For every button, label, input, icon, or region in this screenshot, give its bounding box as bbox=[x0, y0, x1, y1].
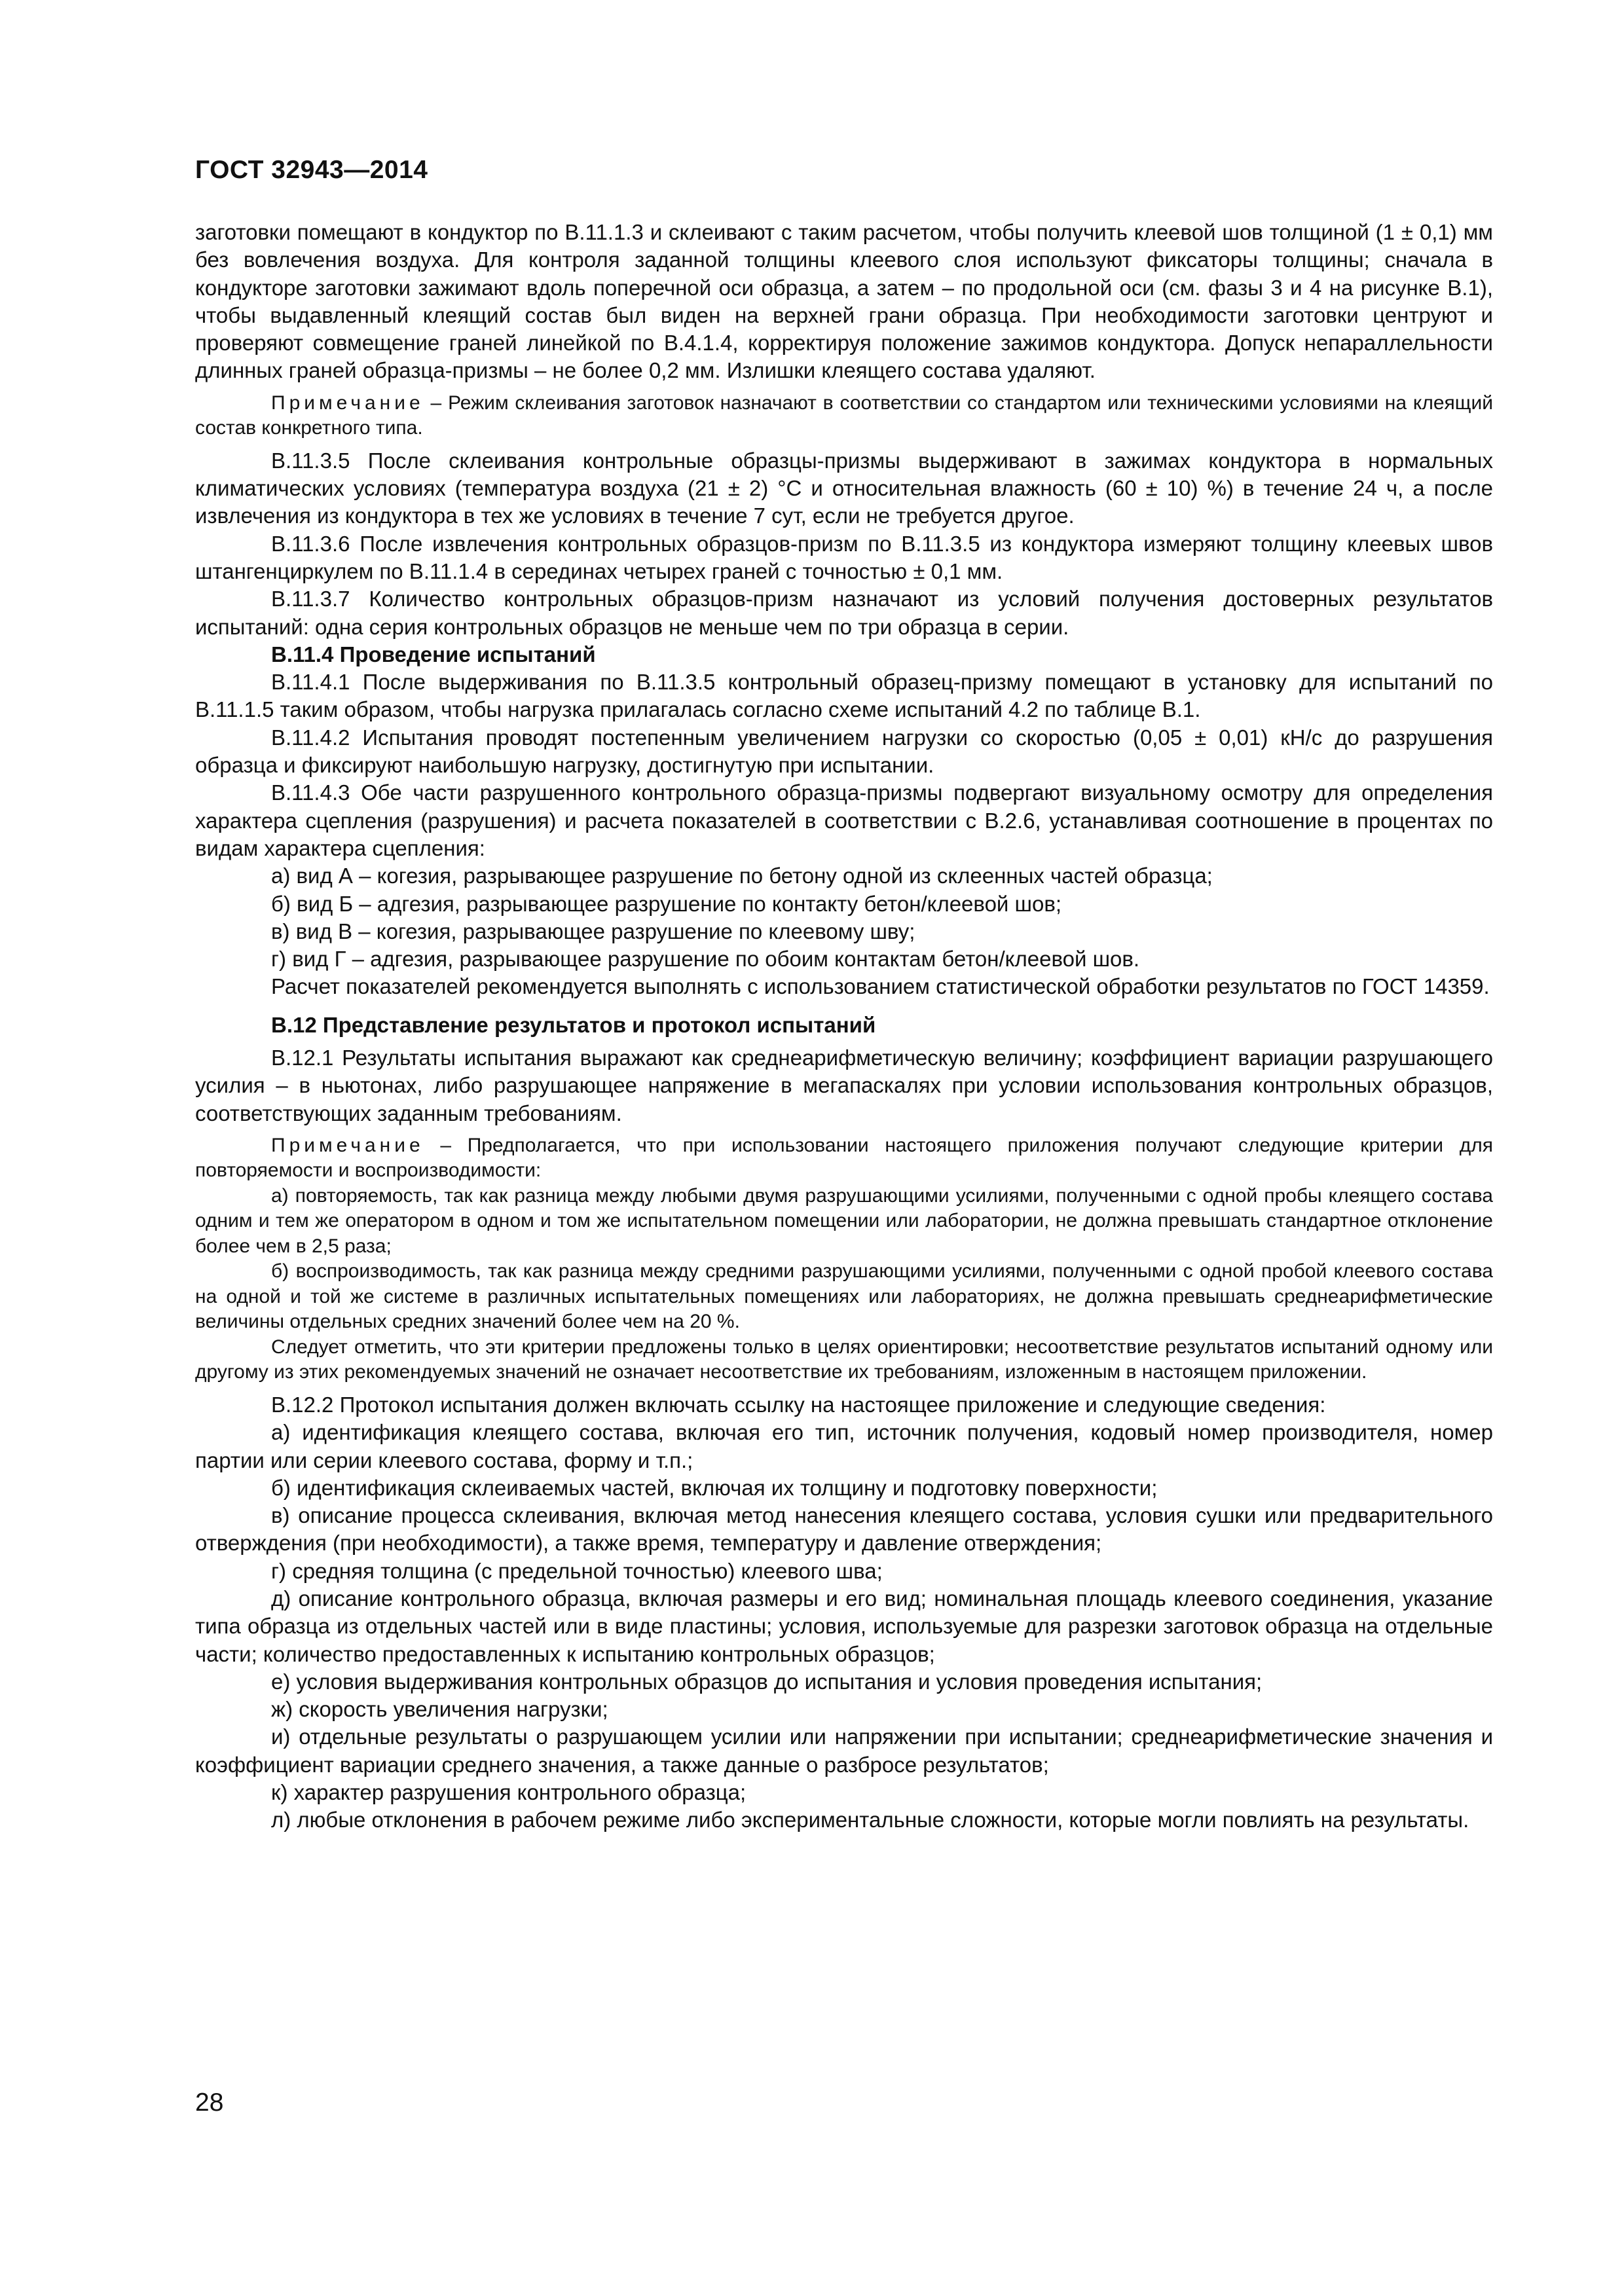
section-heading: В.12 Представление результатов и протокол испытаний bbox=[271, 1012, 876, 1037]
list-item: е) условия выдерживания контрольных образцов до испытания и условия проведения испытания; bbox=[271, 1669, 1263, 1694]
note-paragraph bbox=[195, 391, 1493, 441]
list-item: г) вид Г – адгезия, разрывающее разрушение по обоим контактам бетон/клеевой шов. bbox=[271, 947, 1140, 972]
list-item: д) описание контрольного образца, включая размеры и его вид; номинальная площадь клеевого соединения, указание типа образца из отдельных частей или в виде пластины; условия, используемые для разрезки заготовок образца на отдельные части; количество предоставленных к испытанию контрольных образцов; bbox=[195, 1586, 1493, 1666]
paragraph: В.12.1 Результаты испытания выражают как среднеарифметическую величину; коэффициент вариации разрушающего усилия – в ньютонах, либо разрушающее напряжение в мегапаскалях при условии использования контрольных образцов, соответствующих заданным требованиям. bbox=[195, 1046, 1493, 1125]
paragraph: В.11.3.7 Количество контрольных образцов-призм назначают из условий получения достоверных результатов испытаний: одна серия контрольных образцов не меньше чем по три образца в серии. bbox=[195, 587, 1493, 639]
section-heading: В.11.4 Проведение испытаний bbox=[271, 642, 596, 666]
note-paragraph bbox=[195, 1133, 1493, 1184]
list-item: л) любые отклонения в рабочем режиме либо экспериментальные сложности, которые могли повлиять на результаты. bbox=[271, 1808, 1469, 1832]
list-item: а) вид А – когезия, разрывающее разрушение по бетону одной из склеенных частей образца; bbox=[271, 864, 1213, 888]
paragraph: В.11.4.1 После выдерживания по В.11.3.5 контрольный образец-призму помещают в установку для испытаний по В.11.1.5 таким образом, чтобы нагрузка прилагалась согласно схеме испытаний 4.2 по таблице В.1. bbox=[195, 670, 1493, 722]
list-item: к) характер разрушения контрольного образца; bbox=[271, 1780, 747, 1805]
list-item: б) вид Б – адгезия, разрывающее разрушение по контакту бетон/клеевой шов; bbox=[271, 891, 1062, 916]
document-header: ГОСТ 32943—2014 bbox=[195, 156, 428, 184]
paragraph: Расчет показателей рекомендуется выполнять с использованием статистической обработки результатов по ГОСТ 14359. bbox=[271, 974, 1490, 999]
note-list-item: а) повторяемость, так как разница между любыми двумя разрушающими усилиями, полученными с одной пробы клеящего состава одним и тем же оператором в одном и том же испытательном помещении или лаборатории, не должна превышать стандартное отклонение более чем в 2,5 раза; bbox=[195, 1184, 1493, 1257]
paragraph: В.12.2 Протокол испытания должен включать ссылку на настоящее приложение и следующие сведения: bbox=[271, 1392, 1326, 1417]
list-item: б) идентификация склеиваемых частей, включая их толщину и подготовку поверхности; bbox=[271, 1475, 1158, 1500]
paragraph: В.11.4.2 Испытания проводят постепенным увеличением нагрузки со скоростью (0,05 ± 0,01) кН/с до разрушения образца и фиксируют наибольшую нагрузку, достигнутую при испытании. bbox=[195, 725, 1493, 778]
paragraph: В.11.4.3 Обе части разрушенного контрольного образца-призмы подвергают визуальному осмотру для определения характера сцепления (разрушения) и расчета показателей в соответствии с В.2.6, устанавливая соотношение в процентах по видам характера сцепления: bbox=[195, 780, 1493, 860]
note-list-item: б) воспроизводимость, так как разница между средними разрушающими усилиями, полученными с одной пробой клеевого состава на одной и той же системе в различных испытательных помещениях или лабораториях, не должна превышать среднеарифметические величины отдельных средних значений более чем на 20 %. bbox=[195, 1260, 1493, 1333]
list-item: ж) скорость увеличения нагрузки; bbox=[271, 1697, 608, 1722]
note-text: – Режим склеивания заготовок назначают в соответствии со стандартом или техническими условиями на клеящий состав конкретного типа. bbox=[195, 392, 1493, 439]
paragraph: В.11.3.6 После извлечения контрольных образцов-призм по В.11.3.5 из кондуктора измеряют толщину клеевых швов штангенциркулем по В.11.1.4 в серединах четырех граней с точностью ± 0,1 мм. bbox=[195, 531, 1493, 583]
list-item: и) отдельные результаты о разрушающем усилии или напряжении при испытании; среднеарифметические значения и коэффициент вариации среднего значения, а также данные о разбросе результатов; bbox=[195, 1724, 1493, 1777]
document-body bbox=[195, 219, 1493, 1834]
list-item: а) идентификация клеящего состава, включая его тип, источник получения, кодовый номер производителя, номер партии или серии клеевого состава, форму и т.п.; bbox=[195, 1420, 1493, 1472]
note-label: Примечание bbox=[271, 392, 424, 414]
list-item: г) средняя толщина (с предельной точностью) клеевого шва; bbox=[271, 1558, 883, 1583]
paragraph: В.11.3.5 После склеивания контрольные образцы-призмы выдерживают в зажимах кондуктора в нормальных климатических условиях (температура воздуха (21 ± 2) °С и относительная влажность (60 ± 10) %) в течение 24 ч, а после извлечения из кондуктора в тех же условиях в течение 7 сут, если не требуется другое. bbox=[195, 448, 1493, 528]
note-label: Примечание bbox=[271, 1134, 424, 1156]
note-text: – Предполагается, что при использовании настоящего приложения получают следующие критерии для повторяемости и воспроизводимости: bbox=[195, 1134, 1493, 1182]
list-item: в) вид В – когезия, разрывающее разрушение по клеевому шву; bbox=[271, 919, 915, 943]
list-item: в) описание процесса склеивания, включая метод нанесения клеящего состава, условия сушки или предварительного отверждения (при необходимости), а также время, температуру и давление отверждения; bbox=[195, 1503, 1493, 1556]
paragraph: заготовки помещают в кондуктор по В.11.1.3 и склеивают с таким расчетом, чтобы получить клеевой шов толщиной (1 ± 0,1) мм без вовлечения воздуха. Для контроля заданной толщины клеевого слоя используют фиксаторы толщины; сначала в кондукторе заготовки зажимают вдоль поперечной оси образца, а затем – по продольной оси (см. фазы 3 и 4 на рисунке В.1), чтобы выдавленный клеящий состав был виден на верхней грани образца. При необходимости заготовки центруют и проверяют совмещение граней линейкой по В.4.1.4, корректируя положение зажимов кондуктора. Допуск непараллельности длинных граней образца-призмы – не более 0,2 мм. Излишки клеящего состава удаляют. bbox=[195, 220, 1493, 383]
note-paragraph: Следует отметить, что эти критерии предложены только в целях ориентировки; несоответствие результатов испытаний одному или другому из этих рекомендуемых значений не означает несоответствие их требованиям, изложенным в настоящем приложении. bbox=[195, 1336, 1493, 1383]
page-number: 28 bbox=[195, 2088, 224, 2117]
